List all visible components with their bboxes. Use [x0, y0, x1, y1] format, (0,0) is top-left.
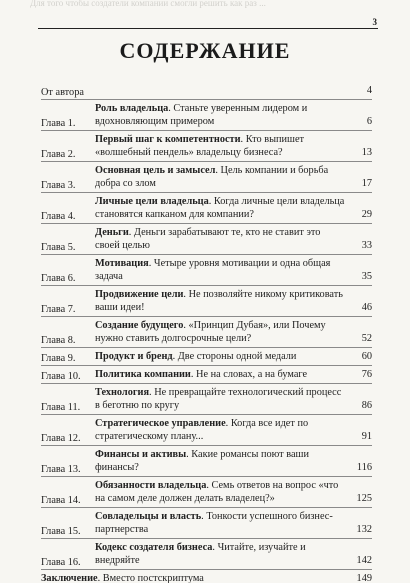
header-rule	[38, 28, 378, 29]
page-ref: 149	[356, 573, 372, 583]
page-ref: 86	[361, 400, 372, 411]
chapter-title: Создание будущего. «Принцип Дубая», или Почему нужно ставить долгосрочные цели?	[95, 320, 326, 344]
page-ref: 35	[361, 271, 372, 282]
chapter-title: Обязанности владельца. Семь ответов на вопрос «что на самом деле должен делать владелец?»	[95, 480, 339, 504]
page-ref: 46	[361, 302, 372, 313]
chapter-title: Кодекс создателя бизнеса. Читайте, изучайте и внедряйте	[95, 542, 306, 566]
chapter-number: Глава 16.	[41, 557, 81, 568]
page-ref: 142	[356, 555, 372, 566]
toc-entry	[41, 100, 372, 131]
toc-entry-conclusion	[41, 570, 372, 583]
chapter-number: Глава 15.	[41, 526, 81, 537]
chapter-number: Глава 13.	[41, 464, 81, 475]
toc-entry	[41, 84, 372, 100]
toc-entry	[41, 162, 372, 193]
page-ref: 6	[366, 116, 372, 127]
toc-entry	[41, 539, 372, 570]
page-ref: 116	[356, 462, 372, 473]
chapter-number: Глава 5.	[41, 242, 76, 253]
toc-entry	[41, 224, 372, 255]
chapter-title: Деньги. Деньги зарабатывают те, кто не ставит это своей целью	[95, 227, 321, 251]
chapter-title: Продукт и бренд. Две стороны одной медали	[95, 351, 297, 362]
chapter-title: Совладельцы и власть. Тонкости успешного бизнес-партнерства	[95, 511, 333, 535]
toc-entry	[41, 477, 372, 508]
chapter-title: Первый шаг к компетентности. Кто выпишет «волшебный пендель» владельцу бизнеса?	[95, 134, 305, 158]
chapter-number: Глава 10.	[41, 371, 81, 382]
chapter-title: Роль владельца. Станьте уверенным лидером и вдохновляющим примером	[95, 103, 308, 127]
toc-entry	[41, 317, 372, 348]
bleed-through-text: Для того чтобы создатели компании смогли решить как раз ...	[30, 0, 266, 8]
chapter-number: Глава 2.	[41, 149, 76, 160]
chapter-number: Глава 7.	[41, 304, 76, 315]
chapter-number: Глава 11.	[41, 402, 81, 413]
page-ref: 125	[356, 493, 372, 504]
page-ref: 52	[361, 333, 372, 344]
page-title: СОДЕРЖАНИЕ	[119, 38, 291, 63]
page-ref: 132	[356, 524, 372, 535]
chapter-number: Глава 9.	[41, 353, 76, 364]
toc-entry	[41, 286, 372, 317]
chapter-title: Продвижение цели. Не позволяйте никому критиковать ваши идеи!	[95, 289, 343, 313]
chapter-number: Глава 12.	[41, 433, 81, 444]
chapter-number: Глава 14.	[41, 495, 81, 506]
table-of-contents	[41, 84, 372, 583]
chapter-title	[84, 95, 346, 99]
chapter-number: Глава 8.	[41, 335, 76, 346]
toc-entry	[41, 193, 372, 224]
page-ref: 4	[366, 85, 372, 96]
chapter-number: Глава 6.	[41, 273, 76, 284]
chapter-title: Основная цель и замысел. Цель компании и борьба добра со злом	[95, 165, 329, 189]
page-ref: 29	[361, 209, 372, 220]
toc-entry	[41, 366, 372, 384]
page-ref: 13	[361, 147, 372, 158]
chapter-title: Технология. Не превращайте технологический процесс в беготню по кругу	[95, 387, 342, 411]
toc-entry	[41, 508, 372, 539]
page-ref: 60	[361, 351, 372, 362]
page-ref: 17	[361, 178, 372, 189]
toc-entry	[41, 415, 372, 446]
chapter-title: Стратегическое управление. Когда все идет по стратегическому плану...	[95, 418, 309, 442]
toc-entry	[41, 446, 372, 477]
chapter-title: Мотивация. Четыре уровня мотивации и одна общая задача	[95, 258, 331, 282]
chapter-number: Глава 1.	[41, 118, 76, 129]
chapter-number: От автора	[41, 87, 84, 98]
toc-entry	[41, 131, 372, 162]
toc-entry	[41, 348, 372, 366]
page-number: 3	[372, 17, 377, 27]
page-ref: 76	[361, 369, 372, 380]
page-ref: 91	[361, 431, 372, 442]
chapter-title: Финансы и активы. Какие романсы поют ваши финансы?	[95, 449, 309, 473]
toc-entry	[41, 384, 372, 415]
chapter-number: Глава 3.	[41, 180, 76, 191]
chapter-title: Политика компании. Не на словах, а на бумаге	[95, 369, 308, 380]
toc-entry	[41, 255, 372, 286]
chapter-title: Личные цели владельца. Когда личные цели владельца становятся капканом для компании?	[95, 196, 345, 220]
chapter-number: Глава 4.	[41, 211, 76, 222]
page-ref: 33	[361, 240, 372, 251]
conclusion-title: Заключение. Вместо постскриптума	[41, 573, 204, 583]
